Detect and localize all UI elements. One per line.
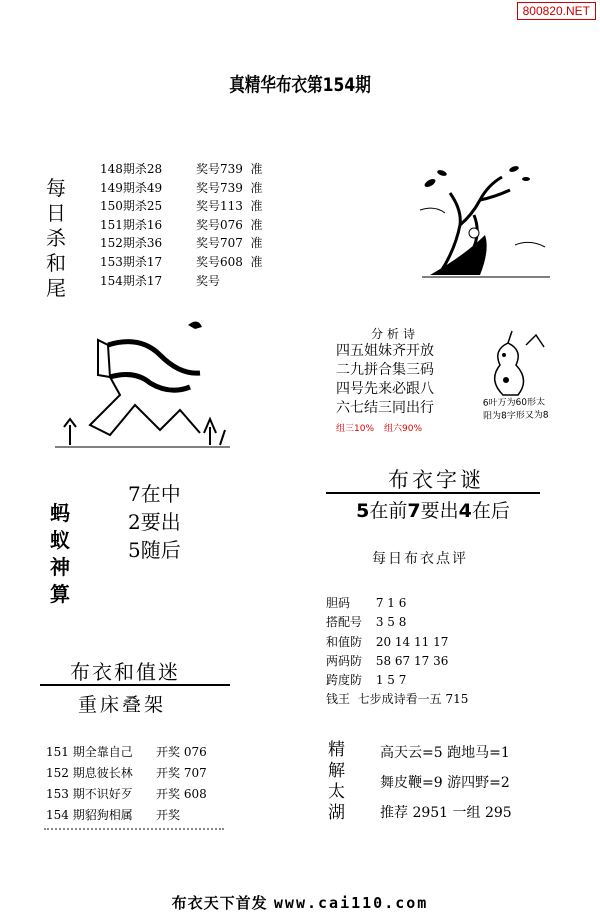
kill-row: 148期杀28 奖号739 准 — [100, 162, 263, 176]
kill-row: 153期杀17 奖号608 准 — [100, 254, 263, 269]
review-row: 钱王 七步成诗看一五 715 — [326, 692, 469, 707]
site-badge: 800820.NET — [517, 2, 596, 20]
kill-row: 152期杀36 奖号707 准 — [100, 236, 263, 251]
poem-line: 六七结三同出行 — [336, 400, 434, 416]
sum-riddle-divider — [40, 684, 230, 686]
riddle-title: 布衣字谜 — [388, 468, 484, 492]
review-row: 和值防 20 14 11 17 — [326, 634, 449, 649]
review-row: 搭配号 3 5 8 — [326, 615, 407, 630]
review-title: 每日布衣点评 — [372, 551, 468, 567]
kill-row: 149期杀49 奖号739 准 — [100, 180, 263, 195]
footer-text: 布衣天下首发 — [171, 894, 268, 912]
kill-row: 151期杀16 奖号076 准 — [100, 217, 263, 232]
sum-riddle-list — [46, 742, 207, 826]
footer — [0, 892, 600, 913]
footer-url[interactable]: www.cai110.com — [273, 894, 429, 912]
page-title: 真精华布衣第154期 — [229, 74, 371, 96]
ant-line: 2要出 — [128, 510, 181, 534]
sum-row: 154 期貂狗相属 开奖 — [46, 808, 181, 822]
riddle-answer: 5在前7要出4在后 — [356, 500, 510, 522]
ant-line: 7在中 — [128, 482, 181, 506]
kill-row: 150期杀25 奖号113 准 — [100, 199, 263, 214]
ribbon-illustration — [50, 315, 235, 455]
lake-section-label: 精解太湖 — [328, 740, 345, 823]
review-row: 跨度防 1 5 7 — [326, 673, 407, 688]
poem-line: 四五姐妹齐开放 — [336, 343, 434, 359]
lake-lines — [380, 738, 512, 828]
tree-illustration — [410, 155, 555, 280]
sum-row: 151 期全靠自己 开奖 076 — [46, 745, 207, 759]
lake-line: 舞皮鞭=9 游四野=2 — [380, 775, 510, 791]
ant-line: 5随后 — [128, 538, 181, 562]
gourd-illustration — [478, 325, 558, 397]
lake-line: 推荐 2951 一组 295 — [380, 805, 512, 821]
ant-lines — [128, 480, 181, 564]
poem-odds: 组三10% 组六90% — [336, 424, 423, 434]
sum-riddle-title: 布衣和值迷 — [70, 660, 180, 684]
ant-section-label: 蚂蚁神算 — [50, 501, 70, 606]
sum-riddle-cut-line — [44, 828, 224, 832]
kill-row: 154期杀17 奖号 — [100, 273, 221, 288]
riddle-divider — [326, 492, 540, 494]
poem-title: 分析诗 — [370, 327, 419, 341]
review-row: 两码防 58 67 17 36 — [326, 653, 449, 668]
kill-list — [100, 160, 263, 290]
lake-line: 高天云=5 跑地马=1 — [380, 745, 510, 761]
kill-section-label: 每日杀和尾 — [46, 176, 66, 300]
sum-row: 152 期息彼长林 开奖 707 — [46, 766, 207, 780]
poem-line: 二九拼合集三码 — [336, 362, 434, 378]
poem-line: 四号先来必跟八 — [336, 381, 434, 397]
sum-row: 153 期不识好歹 开奖 608 — [46, 787, 207, 801]
picture-note: 6叶万为60形太 阳为8字形又为8 — [482, 397, 549, 422]
analysis-poem — [336, 325, 454, 434]
sum-riddle-answer: 重床叠架 — [78, 694, 167, 716]
review-list — [326, 594, 468, 710]
review-row: 胆码 7 1 6 — [326, 596, 407, 610]
